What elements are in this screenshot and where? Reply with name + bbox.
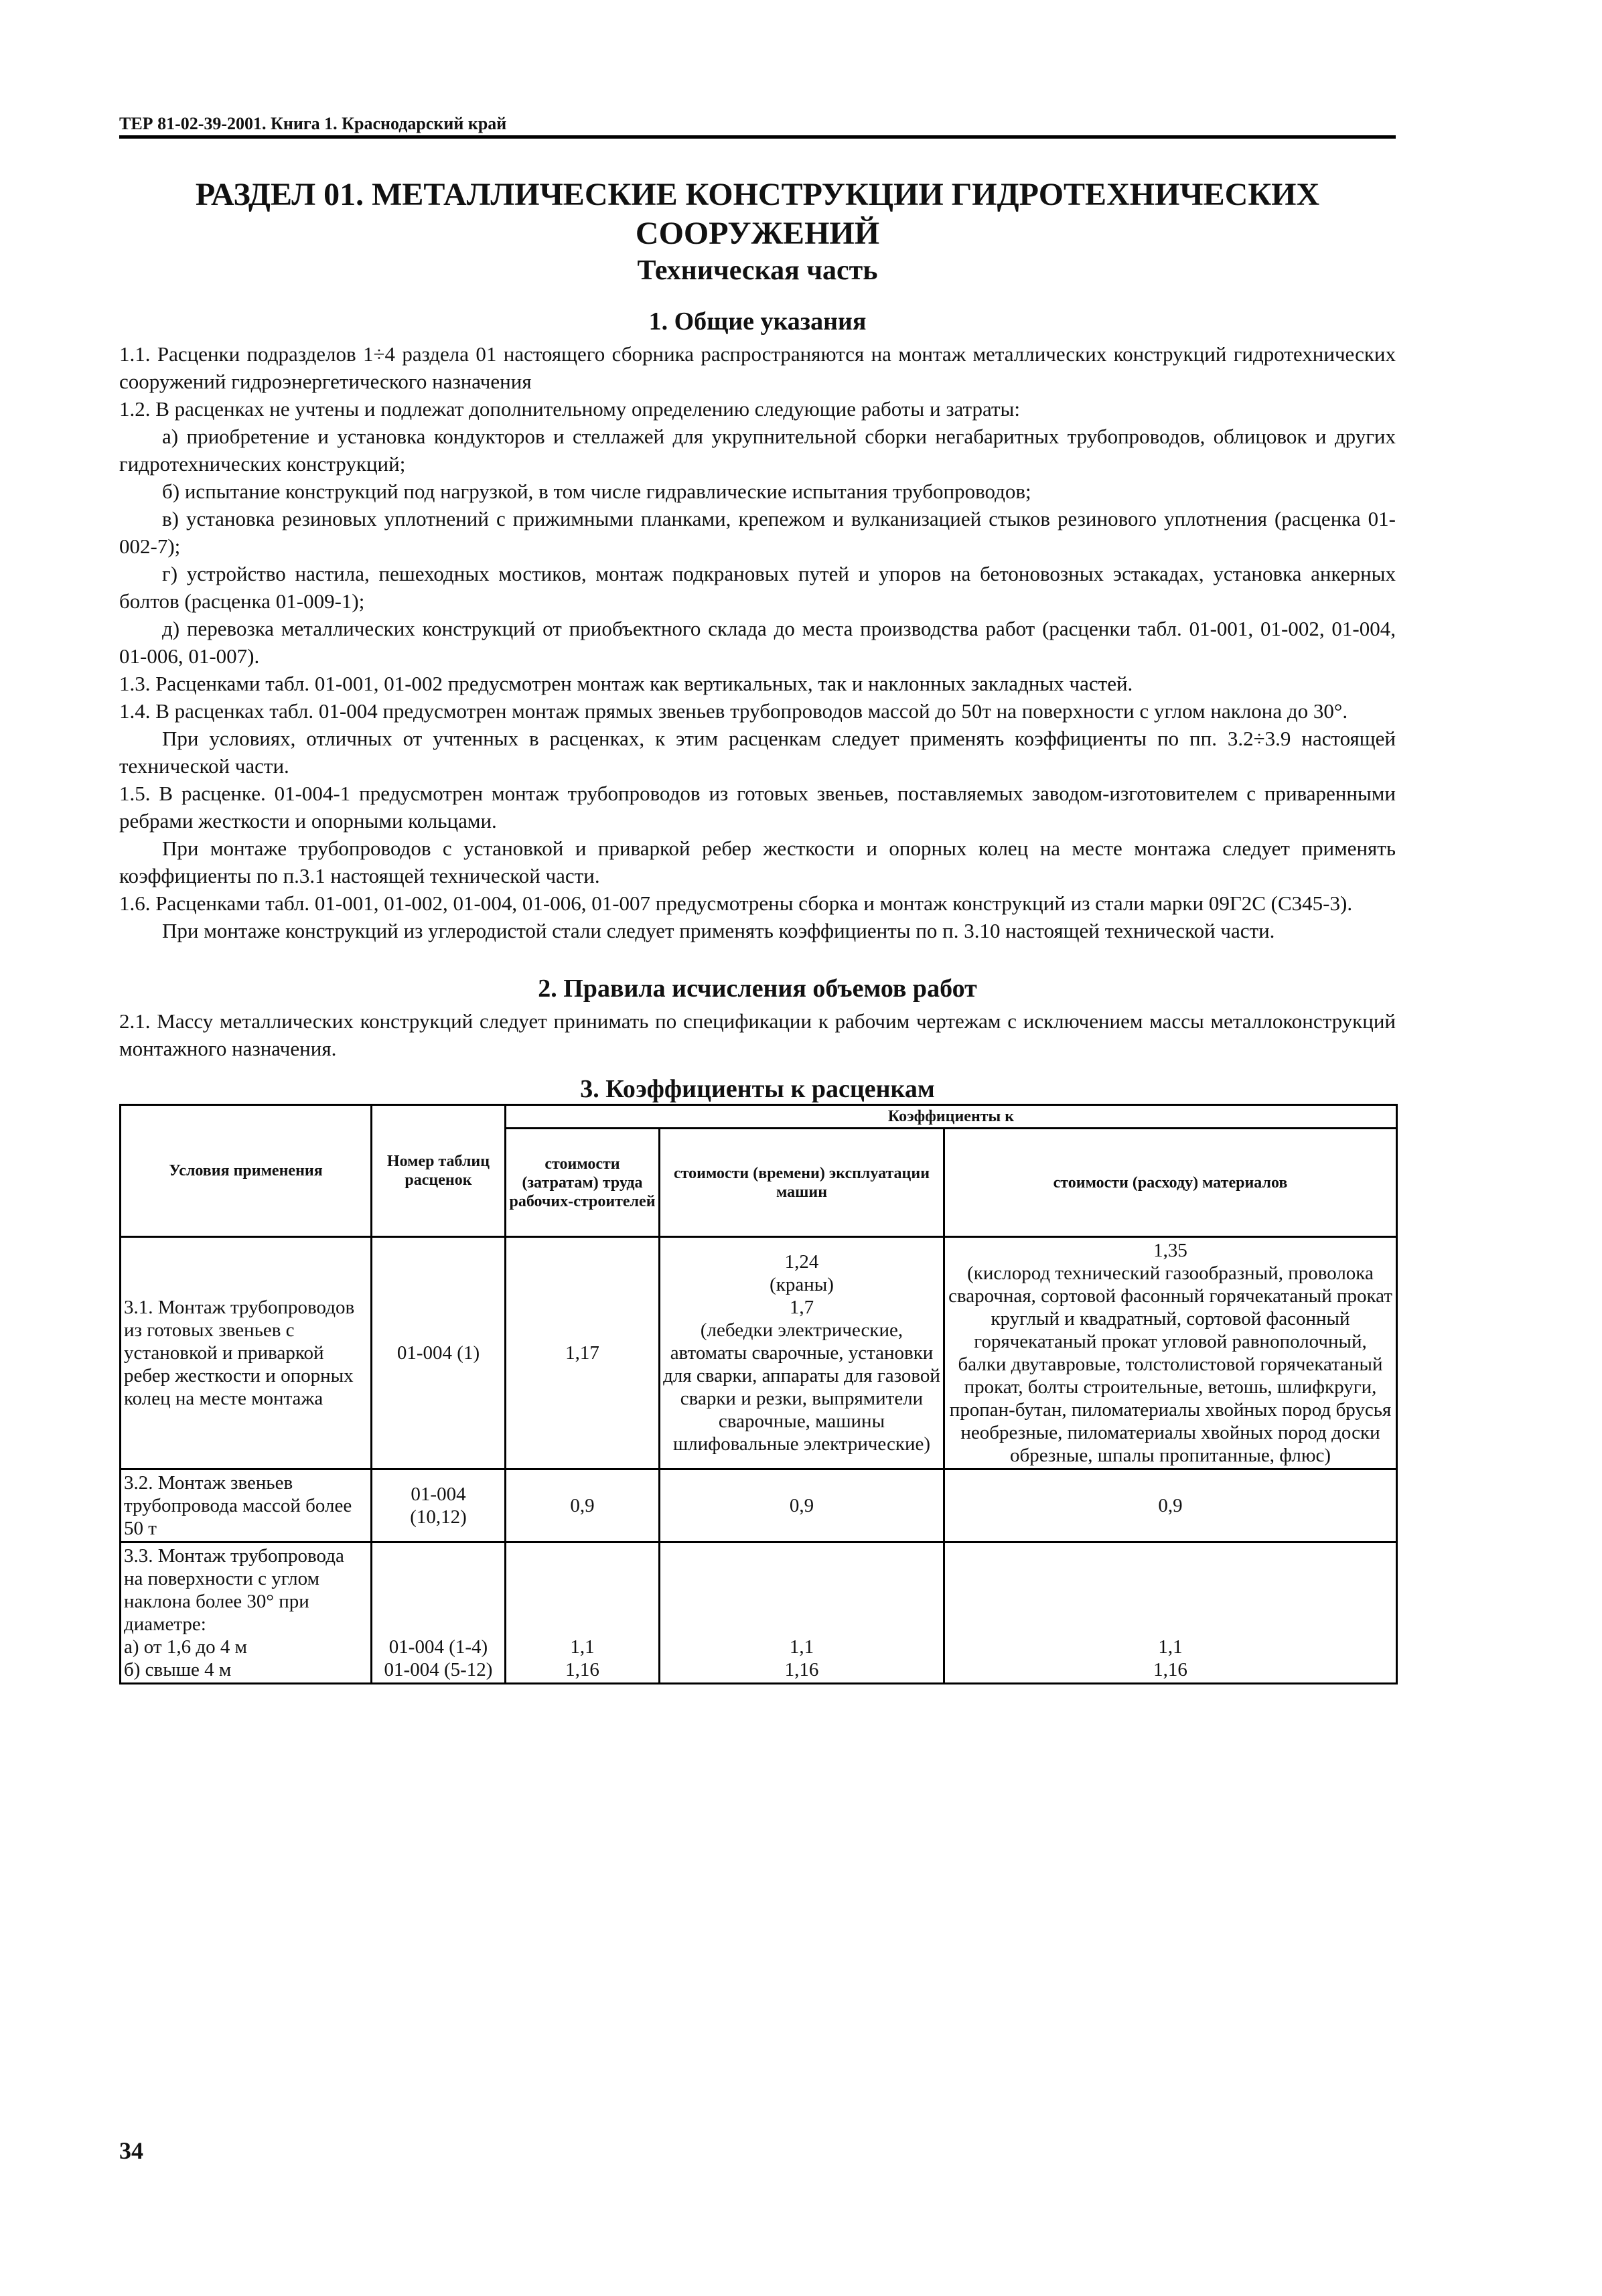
page-number: 34	[119, 2137, 143, 2164]
header-labor: стоимости (затратам) труда рабочих-строителей	[506, 1129, 660, 1237]
header-conditions: Условия применения	[121, 1105, 372, 1237]
paragraph-1-2-a: а) приобретение и установка кондукторов и стеллажей для укрупнительной сборки негабаритных трубопроводов, облицовок и других гидротехнических конструкций;	[119, 425, 1396, 476]
paragraph-1-2-v: в) установка резиновых уплотнений с прижимными планками, крепежом и вулканизацией стыков резинового уплотнения (расценка 01-002-7);	[119, 507, 1396, 558]
paragraph-1-6: 1.6. Расценками табл. 01-001, 01-002, 01-004, 01-006, 01-007 предусмотрены сборка и монтаж конструкций из стали марки 09Г2С (С345-3).	[119, 891, 1353, 915]
header-table-number: Номер таблиц расценок	[372, 1105, 506, 1237]
title-line-1: РАЗДЕЛ 01. МЕТАЛЛИЧЕСКИЕ КОНСТРУКЦИИ ГИДРОТЕХНИЧЕСКИХ	[195, 177, 1320, 212]
paragraph-1-2-b: б) испытание конструкций под нагрузкой, в том числе гидравлические испытания трубопроводов;	[162, 480, 1031, 503]
paragraph-1-4: 1.4. В расценках табл. 01-004 предусмотрен монтаж прямых звеньев трубопроводов массой до 50т на поверхности с углом наклона до 30°.	[119, 699, 1348, 723]
cell-table: 01-004 (10,12)	[372, 1469, 506, 1542]
running-header: ТЕР 81-02-39-2001. Книга 1. Краснодарский край	[119, 114, 1396, 139]
table-row	[121, 1469, 1397, 1542]
paragraph-1-3: 1.3. Расценками табл. 01-001, 01-002 предусмотрен монтаж как вертикальных, так и наклонных закладных частей.	[119, 672, 1133, 695]
section3-heading: 3. Коэффициенты к расценкам	[580, 1075, 935, 1103]
cell-table: 01-004 (1)	[372, 1237, 506, 1469]
table-row	[121, 1542, 1397, 1684]
cell-machines: 1,1 1,16	[660, 1542, 944, 1684]
document-page	[119, 114, 1396, 1684]
cell-materials: 0,9	[944, 1469, 1397, 1542]
cell-materials: 1,1 1,16	[944, 1542, 1397, 1684]
subtitle: Техническая часть	[637, 255, 878, 286]
paragraph-1-6-note: При монтаже конструкций из углеродистой стали следует применять коэффициенты по п. 3.10 настоящей технической части.	[162, 919, 1275, 942]
section-title	[119, 175, 1396, 253]
cell-condition: 3.2. Монтаж звеньев трубопровода массой более 50 т	[121, 1469, 372, 1542]
header-machines: стоимости (времени) эксплуатации машин	[660, 1129, 944, 1237]
cell-condition: 3.3. Монтаж трубопровода на поверхности с углом наклона более 30° при диаметре: а) от 1,6 до 4 м б) свыше 4 м	[121, 1542, 372, 1684]
paragraph-1-1: 1.1. Расценки подразделов 1÷4 раздела 01 настоящего сборника распространяются на монтаж металлических конструкций гидротехнических сооружений гидроэнергетического назначения	[119, 342, 1396, 393]
paragraph-1-2-d: д) перевозка металлических конструкций от приобъектного склада до места производства работ (расценки табл. 01-001, 01-002, 01-004, 01-006, 01-007).	[119, 617, 1396, 668]
cell-labor: 1,17	[506, 1237, 660, 1469]
paragraph-1-2: 1.2. В расценках не учтены и подлежат дополнительному определению следующие работы и затраты:	[119, 397, 1020, 421]
paragraph-1-4-note: При условиях, отличных от учтенных в расценках, к этим расценкам следует применять коэффициенты по пп. 3.2÷3.9 настоящей технической части.	[119, 727, 1396, 778]
cell-condition: 3.1. Монтаж трубопроводов из готовых звеньев с установкой и приваркой ребер жесткости и опорных колец на месте монтажа	[121, 1237, 372, 1469]
coefficients-table	[119, 1104, 1398, 1684]
cell-materials: 1,35 (кислород технический газообразный, проволока сварочная, сортовой фасонный горячекатаный прокат круглый и квадратный, сортовой фасонный горячекатаный прокат угловой равнополочный, балки двутавровые, толстолистовой горячекатаный прокат, болты строительные, ветошь, шлифкруги, пропан-бутан, пиломатериалы хвойных пород брусья необрезные, пиломатериалы хвойных пород доски обрезные, шпалы пропитанные, флюс)	[944, 1237, 1397, 1469]
cell-labor: 0,9	[506, 1469, 660, 1542]
paragraph-1-5-note: При монтаже трубопроводов с установкой и приваркой ребер жесткости и опорных колец на месте монтажа следует применять коэффициенты по п.3.1 настоящей технической части.	[119, 837, 1396, 887]
cell-labor: 1,1 1,16	[506, 1542, 660, 1684]
header-materials: стоимости (расходу) материалов	[944, 1129, 1397, 1237]
section2-heading: 2. Правила исчисления объемов работ	[538, 975, 977, 1003]
paragraph-2-1: 2.1. Массу металлических конструкций следует принимать по спецификации к рабочим чертежам с исключением массы металлоконструкций монтажного назначения.	[119, 1009, 1396, 1060]
title-line-2: СООРУЖЕНИЙ	[635, 216, 880, 251]
header-coefficients: Коэффициенты к	[506, 1105, 1397, 1129]
cell-machines: 0,9	[660, 1469, 944, 1542]
table-header-row	[121, 1105, 1397, 1129]
cell-machines: 1,24 (краны) 1,7 (лебедки электрические, автоматы сварочные, установки для сварки, аппараты для газовой сварки и резки, выпрямители сварочные, машины шлифовальные электрические)	[660, 1237, 944, 1469]
paragraph-1-5: 1.5. В расценке. 01-004-1 предусмотрен монтаж трубопроводов из готовых звеньев, поставляемых заводом-изготовителем с приваренными ребрами жесткости и опорными кольцами.	[119, 782, 1396, 833]
table-row	[121, 1237, 1397, 1469]
cell-table: 01-004 (1-4) 01-004 (5-12)	[372, 1542, 506, 1684]
section1-heading: 1. Общие указания	[648, 307, 867, 336]
paragraph-1-2-g: г) устройство настила, пешеходных мостиков, монтаж подкрановых путей и упоров на бетоновозных эстакадах, установка анкерных болтов (расценка 01-009-1);	[119, 562, 1396, 613]
